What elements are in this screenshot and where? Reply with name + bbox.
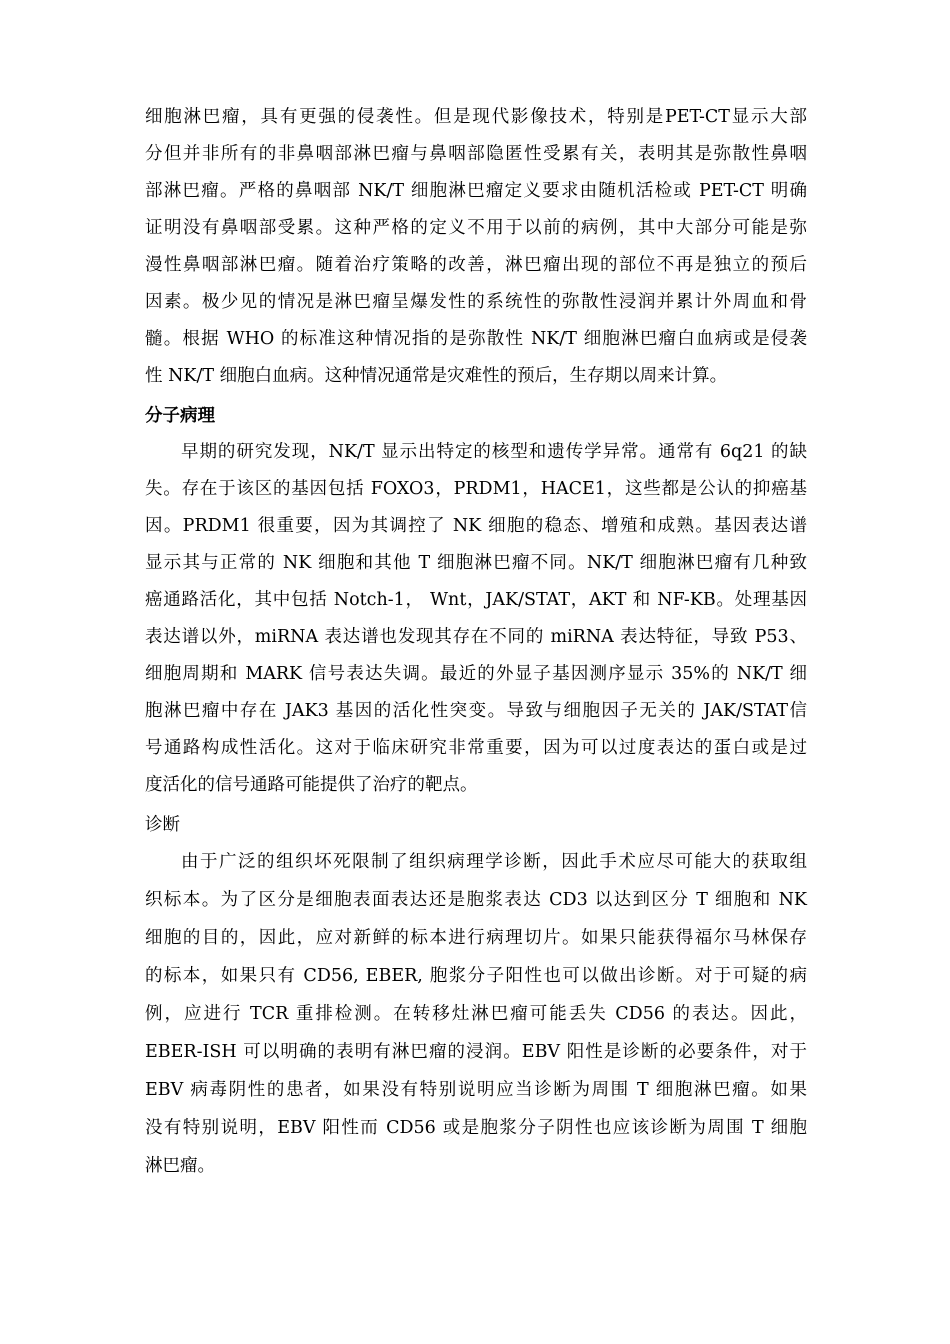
paragraph-line: 没有特别说明，EBV 阳性而 CD56 或是胞浆分子阴性也应该诊断为周围 T 细胞 <box>145 1118 807 1138</box>
paragraph-line: 显示其与正常的 NK 细胞和其他 T 细胞淋巴瘤不同。NK/T 细胞淋巴瘤有几种致 <box>145 553 807 573</box>
paragraph-line: EBER-ISH 可以明确的表明有淋巴瘤的浸润。EBV 阳性是诊断的必要条件，对于 <box>145 1042 807 1062</box>
paragraph-line: 漫性鼻咽部淋巴瘤。随着治疗策略的改善，淋巴瘤出现的部位不再是独立的预后 <box>145 255 807 275</box>
paragraph-line: 性 NK/T 细胞白血病。这种情况通常是灾难性的预后，生存期以周来计算。 <box>145 366 728 386</box>
paragraph-line: 因。PRDM1 很重要，因为其调控了 NK 细胞的稳态、增殖和成熟。基因表达谱 <box>145 516 807 536</box>
paragraph-line: EBV 病毒阴性的患者，如果没有特别说明应当诊断为周围 T 细胞淋巴瘤。如果 <box>145 1080 807 1100</box>
paragraph-line: 证明没有鼻咽部受累。这种严格的定义不用于以前的病例，其中大部分可能是弥 <box>145 218 807 238</box>
paragraph-line: 癌通路活化，其中包括 Notch-1， Wnt，JAK/STAT，AKT 和 NF-ΚB。处理基因 <box>145 590 807 610</box>
paragraph-line: 部淋巴瘤。严格的鼻咽部 NK/T 细胞淋巴瘤定义要求由随机活检或 PET-CT 明确 <box>145 181 807 201</box>
section-heading-diagnosis: 诊断 <box>145 815 180 835</box>
paragraph-line: 织标本。为了区分是细胞表面表达还是胞浆表达 CD3 以达到区分 T 细胞和 NK <box>145 890 807 910</box>
paragraph-line: 早期的研究发现，NK/T 显示出特定的核型和遗传学异常。通常有 6q21 的缺 <box>181 442 807 462</box>
paragraph-line: 失。存在于该区的基因包括 FOXO3，PRDM1，HACE1，这些都是公认的抑癌基 <box>145 479 807 499</box>
paragraph-line: 由于广泛的组织坏死限制了组织病理学诊断，因此手术应尽可能大的获取组 <box>181 852 807 872</box>
paragraph-line: 髓。根据 WHO 的标准这种情况指的是弥散性 NK/T 细胞淋巴瘤白血病或是侵袭 <box>145 329 807 349</box>
paragraph-line: 细胞的目的，因此，应对新鲜的标本进行病理切片。如果只能获得福尔马林保存 <box>145 928 807 948</box>
paragraph-line: 度活化的信号通路可能提供了治疗的靶点。 <box>145 775 478 795</box>
paragraph-line: 细胞淋巴瘤，具有更强的侵袭性。但是现代影像技术，特别是PET-CT显示大部 <box>145 107 807 127</box>
paragraph-line: 表达谱以外，miRNA 表达谱也发现其存在不同的 miRNA 表达特征，导致 P53、 <box>145 627 807 647</box>
paragraph-line: 分但并非所有的非鼻咽部淋巴瘤与鼻咽部隐匿性受累有关，表明其是弥散性鼻咽 <box>145 144 807 164</box>
paragraph-line: 的标本，如果只有 CD56, EBER, 胞浆分子阳性也可以做出诊断。对于可疑的病 <box>145 966 807 986</box>
paragraph-line: 因素。极少见的情况是淋巴瘤呈爆发性的系统性的弥散性浸润并累计外周血和骨 <box>145 292 807 312</box>
paragraph-line: 淋巴瘤。 <box>145 1156 215 1176</box>
paragraph-line: 胞淋巴瘤中存在 JAK3 基因的活化性突变。导致与细胞因子无关的 JAK/STAT信 <box>145 701 807 721</box>
paragraph-line: 号通路构成性活化。这对于临床研究非常重要，因为可以过度表达的蛋白或是过 <box>145 738 807 758</box>
paragraph-line: 例，应进行 TCR 重排检测。在转移灶淋巴瘤可能丢失 CD56 的表达。因此， <box>145 1004 807 1024</box>
section-heading-molecular-pathology: 分子病理 <box>145 406 215 426</box>
paragraph-line: 细胞周期和 MARK 信号表达失调。最近的外显子基因测序显示 35%的 NK/T 细 <box>145 664 807 684</box>
